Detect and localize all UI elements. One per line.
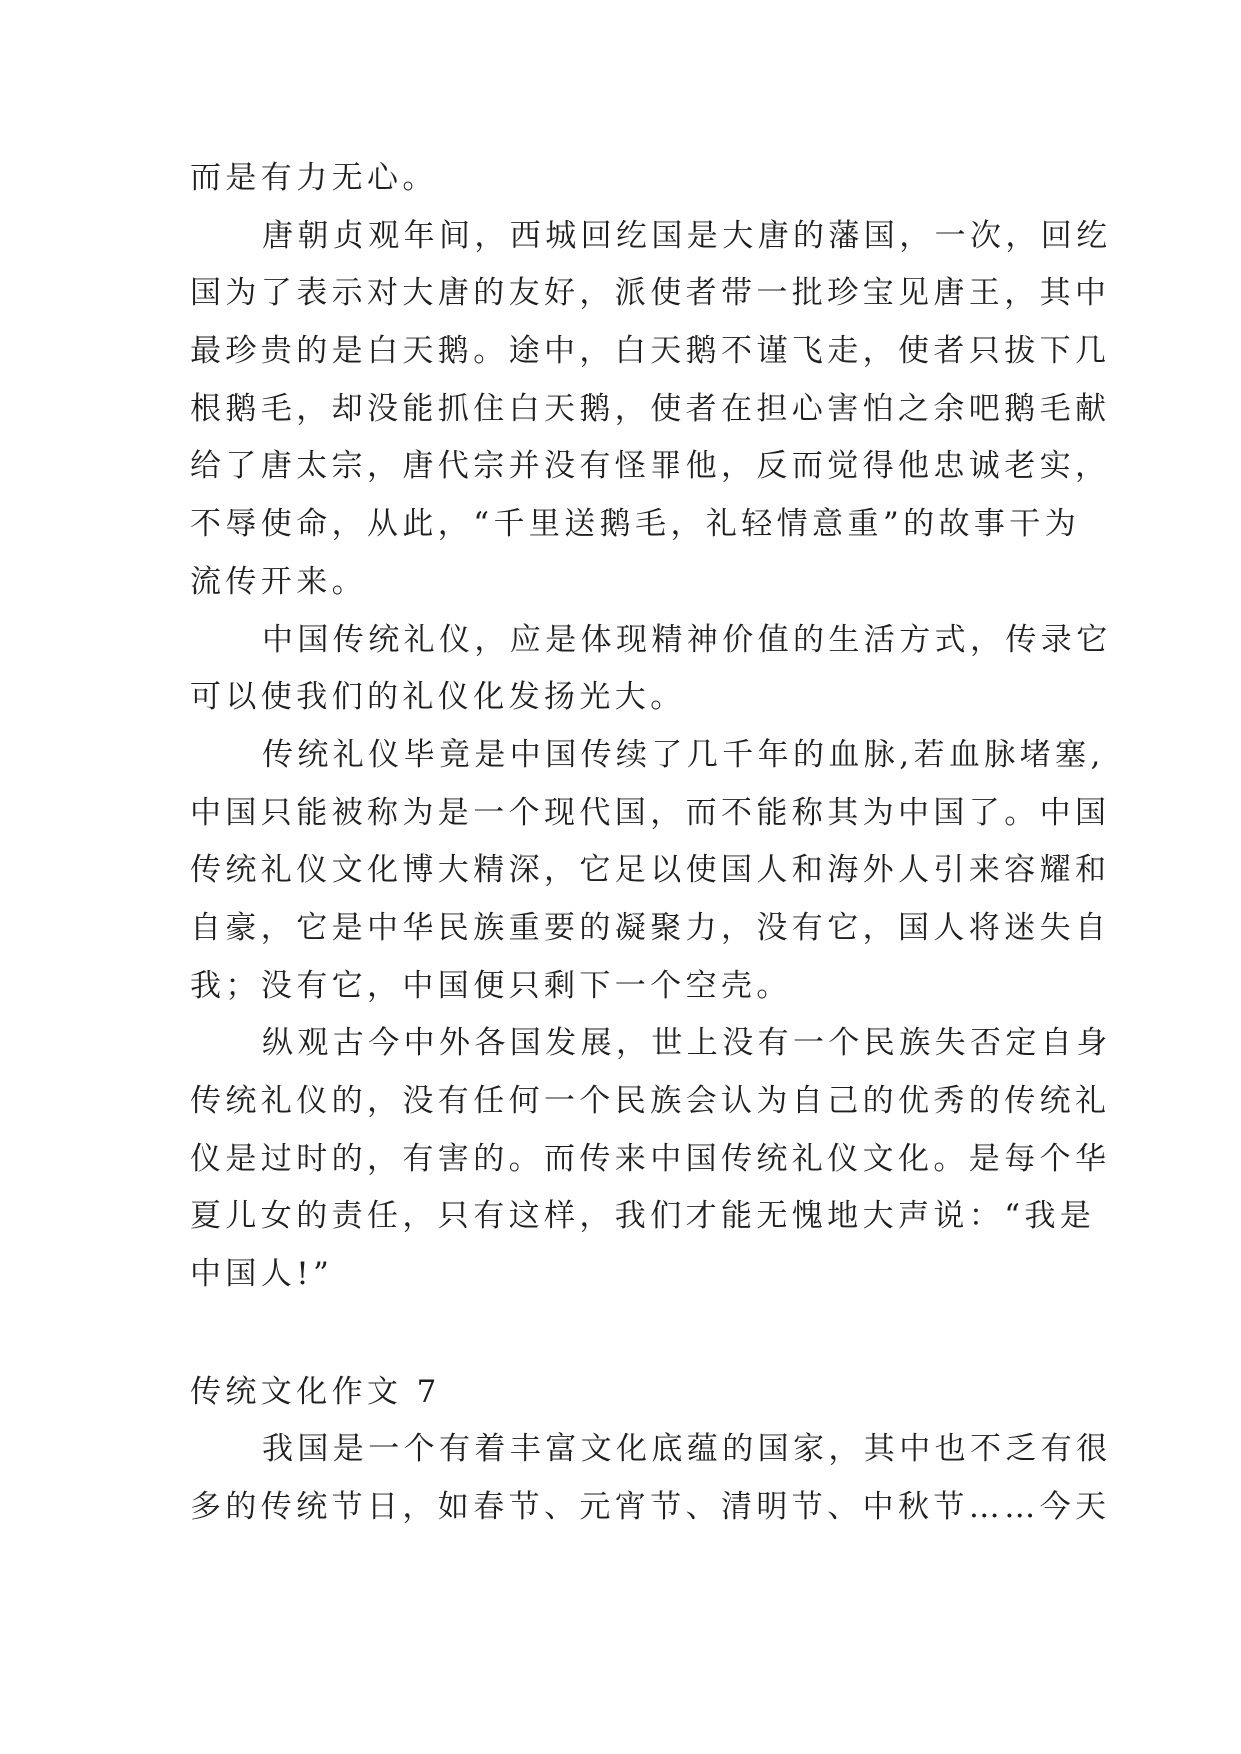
text-line: 最珍贵的是白天鹅。途中，白天鹅不谨飞走，使者只拔下几 bbox=[190, 333, 1111, 370]
text-line: 仪是过时的，有害的。而传来中国传统礼仪文化。是每个华 bbox=[190, 1140, 1111, 1177]
text-line: 自豪，它是中华民族重要的凝聚力，没有它，国人将迷失自 bbox=[190, 909, 1111, 946]
text-line: 夏儿女的责任，只有这样，我们才能无愧地大声说：“我是 bbox=[190, 1198, 1096, 1235]
paragraph-start-line: 传统礼仪毕竟是中国传续了几千年的血脉,若血脉堵塞, bbox=[262, 736, 1105, 773]
paragraph-start-line: 纵观古今中外各国发展，世上没有一个民族失否定自身 bbox=[262, 1025, 1112, 1062]
paragraph-start-line: 中国传统礼仪，应是体现精神价值的生活方式，传录它 bbox=[262, 621, 1112, 658]
text-line: 传统礼仪文化博大精深，它足以使国人和海外人引来容耀和 bbox=[190, 852, 1111, 889]
text-line: 我；没有它，中国便只剩下一个空壳。 bbox=[190, 967, 792, 1004]
section-title: 传统文化作文 7 bbox=[190, 1373, 441, 1410]
document-body bbox=[190, 150, 1112, 1537]
text-line: 流传开来。 bbox=[190, 563, 367, 600]
text-line: 多的传统节日，如春节、元宵节、清明节、中秋节……今天 bbox=[190, 1489, 1111, 1526]
paragraph-start-line: 我国是一个有着丰富文化底蕴的国家，其中也不乏有很 bbox=[262, 1431, 1112, 1468]
text-line: 而是有力无心。 bbox=[190, 160, 438, 196]
text-line: 传统礼仪的，没有任何一个民族会认为自己的优秀的传统礼 bbox=[190, 1083, 1111, 1119]
text-line: 中国人!” bbox=[190, 1256, 334, 1293]
text-line: 可以使我们的礼仪化发扬光大。 bbox=[190, 679, 686, 716]
text-line: 中国只能被称为是一个现代国，而不能称其为中国了。中国 bbox=[190, 794, 1111, 831]
text-line: 根鹅毛，却没能抓住白天鹅，使者在担心害怕之余吧鹅毛献 bbox=[190, 390, 1111, 427]
text-line: 给了唐太宗，唐代宗并没有怪罪他，反而觉得他忠诚老实， bbox=[190, 448, 1111, 485]
section-gap bbox=[190, 1304, 1060, 1364]
text-line: 不辱使命，从此，“千里送鹅毛，礼轻情意重”的故事干为 bbox=[190, 506, 1081, 543]
paragraph-start-line: 唐朝贞观年间，西城回纥国是大唐的藩国，一次，回纥 bbox=[262, 217, 1112, 254]
text-line: 国为了表示对大唐的友好，派使者带一批珍宝见唐王，其中 bbox=[190, 275, 1111, 312]
